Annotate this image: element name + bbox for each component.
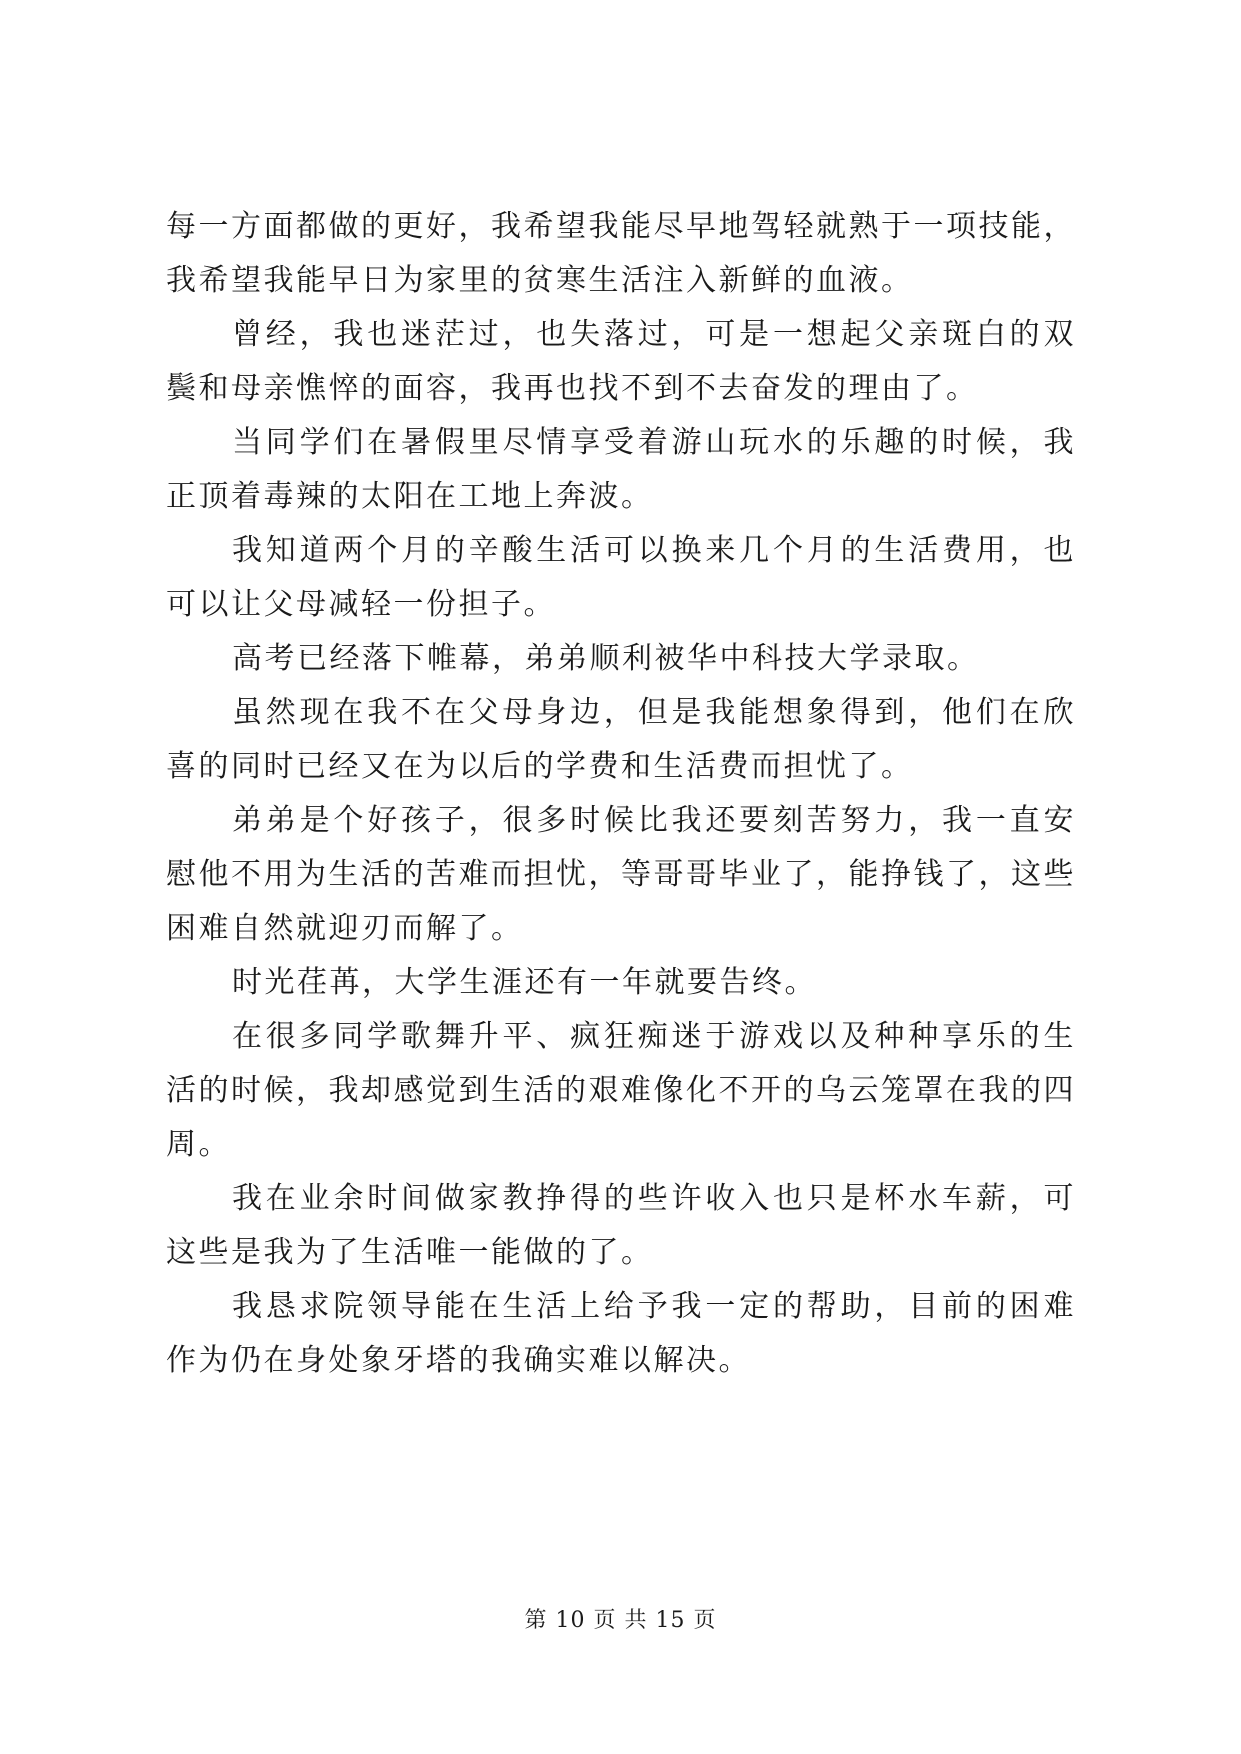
paragraph-6: 虽然现在我不在父母身边，但是我能想象得到，他们在欣喜的同时已经又在为以后的学费和生活费而担忧了。 xyxy=(166,695,1076,784)
paragraph-2: 曾经，我也迷茫过，也失落过，可是一想起父亲斑白的双鬓和母亲憔悴的面容，我再也找不到不去奋发的理由了。 xyxy=(166,317,1076,406)
paragraph-3: 当同学们在暑假里尽情享受着游山玩水的乐趣的时候，我正顶着毒辣的太阳在工地上奔波。 xyxy=(166,425,1076,514)
paragraph-11: 我恳求院领导能在生活上给予我一定的帮助，目前的困难作为仍在身处象牙塔的我确实难以解决。 xyxy=(166,1289,1076,1378)
page-footer: 第 10 页 共 15 页 xyxy=(524,1608,717,1633)
paragraph-5: 高考已经落下帷幕，弟弟顺利被华中科技大学录取。 xyxy=(232,641,980,676)
paragraph-1: 每一方面都做的更好，我希望我能尽早地驾轻就熟于一项技能，我希望我能早日为家里的贫寒生活注入新鲜的血液。 xyxy=(166,209,1076,298)
paragraph-7: 弟弟是个好孩子，很多时候比我还要刻苦努力，我一直安慰他不用为生活的苦难而担忧，等哥哥毕业了，能挣钱了，这些困难自然就迎刃而解了。 xyxy=(166,803,1076,946)
paragraph-9: 在很多同学歌舞升平、疯狂痴迷于游戏以及种种享乐的生活的时候，我却感觉到生活的艰难像化不开的乌云笼罩在我的四周。 xyxy=(166,1019,1076,1162)
body-text xyxy=(166,200,1076,1388)
paragraph-10: 我在业余时间做家教挣得的些许收入也只是杯水车薪，可这些是我为了生活唯一能做的了。 xyxy=(166,1181,1076,1270)
paragraph-8: 时光荏苒，大学生涯还有一年就要告终。 xyxy=(232,965,817,1000)
paragraph-4: 我知道两个月的辛酸生活可以换来几个月的生活费用，也可以让父母减轻一份担子。 xyxy=(166,533,1076,622)
